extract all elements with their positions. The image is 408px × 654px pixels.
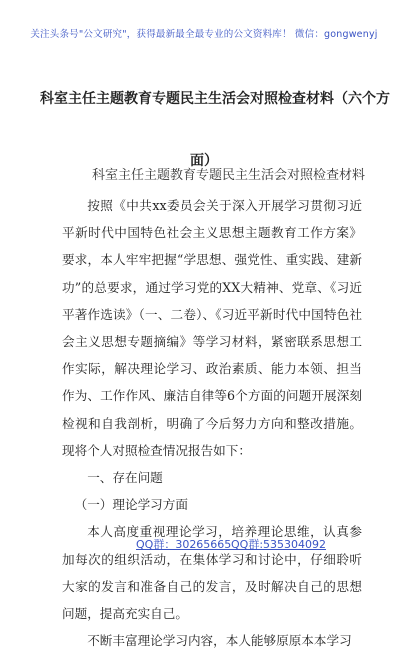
- section-heading: 一、存在问题: [87, 470, 163, 486]
- document-subtitle: 科室主任主题教育专题民主生活会对照检查材料: [92, 168, 366, 183]
- qq-group-link-1[interactable]: QQ群：30265665: [136, 538, 232, 551]
- paragraph-continue: 不断丰富理论学习内容，本人能够原原本本学习: [87, 633, 352, 649]
- paragraph-intro: 按照《中共xx委员会关于深入开展学习贯彻习近平新时代中国特色社会主义思想主题教育工作方案》要求，本人牢牢把握“学思想、强党性、重实践、建新功”的总要求，通过学习党的XX大精神、党章、《习近平著作选读》（一、二卷）、《习近平新时代中国特色社会主义思想专题摘编》等学习材料，紧密联系思想工作实际，解决理论学习、政治素质、能力本领、担当作为、工作作风、廉洁自律等6个方面的问题开展深刻检视和自我剖析，明确了今后努力方向和整改措施。现将个人对照检查情况报告如下：: [62, 198, 362, 458]
- title-line-1: 科室主任主题教育专题民主生活会对照检查材料（六个方: [40, 91, 390, 107]
- subsection-heading: （一）理论学习方面: [74, 497, 188, 513]
- header-promo-text: 关注头条号"公文研究"，获得最新最全最专业的公文资料库！ 微信：gongwenyj: [30, 29, 378, 40]
- qq-group-link-2[interactable]: QQ群:535304092: [231, 538, 327, 551]
- title-line-2: 面）: [190, 153, 218, 169]
- document-body: [62, 192, 362, 654]
- paragraph-theory: 本人高度重视理论学习，培养理论思维，认真参加每次的组织活动，在集体学习和讨论中，仔细聆听大家的发言和准备自己的发言，及时解决自己的思想问题，提高充实自己。: [62, 524, 362, 622]
